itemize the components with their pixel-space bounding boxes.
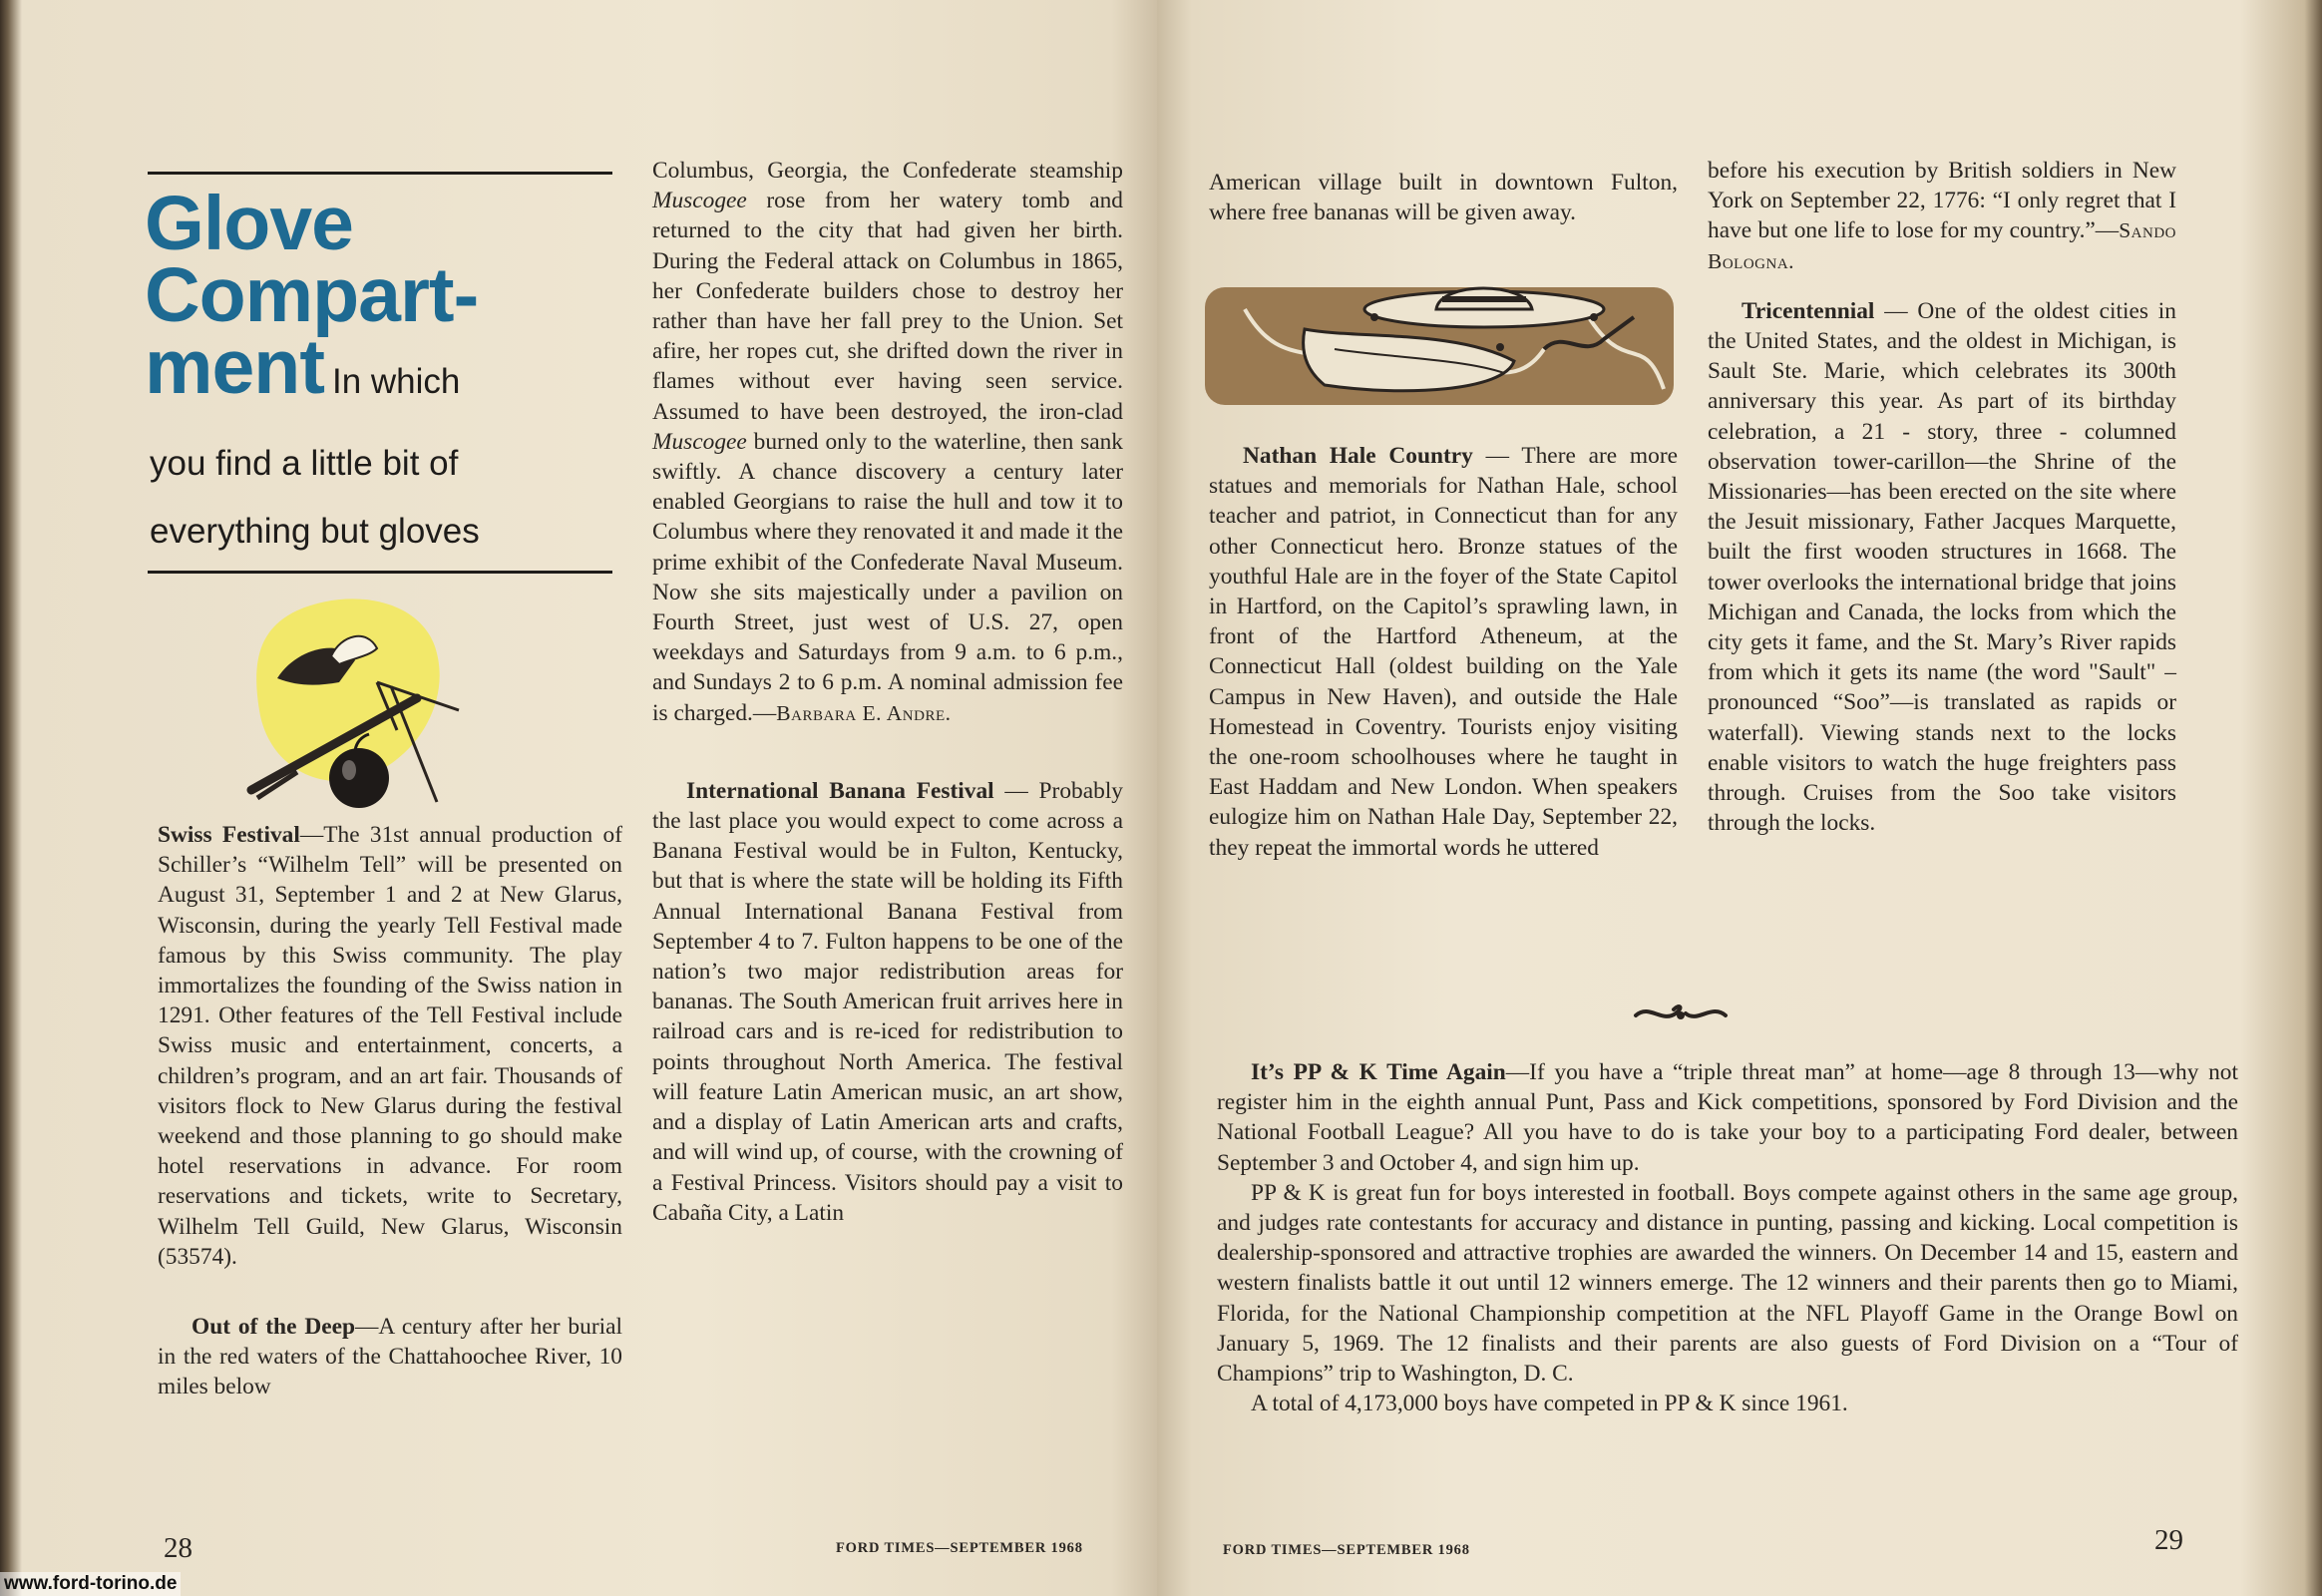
nathan-hale-body: — There are more statues and memorials for Nathan Hale, school teacher and patriot, in Connecticut than for any other Connecticut hero. Bronze statues of the youthful Hale are in the foyer of the State Capitol in Hartford, on the Capitol’s sprawling lawn, in front of the Hartford Atheneum, at the Connecticut Hall (oldest building on the Yale Campus in New Haven), and outside the Hale Homestead in Coventry. Tourists enjoy visiting the one-room schoolhouses where he taught in East Haddam and New London. When speakers eulogize him on Nathan Hale Day, September 22, they repeat the immortal words he uttered bbox=[1209, 443, 1678, 861]
ppk-paragraph-1 bbox=[1217, 1057, 2238, 1178]
ppk-paragraph-3: A total of 4,173,000 boys have competed in PP & K since 1961. bbox=[1251, 1391, 1848, 1417]
nathan-hale-continued bbox=[1708, 156, 2176, 276]
article-author: Sando Bologna. bbox=[1708, 218, 2176, 273]
out-of-the-deep-paragraph bbox=[158, 1312, 622, 1402]
subtitle-line-1: In which bbox=[331, 362, 461, 401]
nathan-hale-heading: Nathan Hale Country bbox=[1243, 443, 1473, 469]
left-page-number: 28 bbox=[164, 1532, 193, 1564]
ppk-paragraph-2: PP & K is great fun for boys interested in football. Boys compete against others in the same age group, and judges rate contestants for accuracy and distance in punting, passing and kicking. Local competition is dealership-sponsored and attractive trophies are awarded the winners. On December 14 and 15, eastern and western finalists battle it out until 12 winners emerge. The 12 winners and their parents then go to Miami, Florida, for the National Championship competition at the NFL Playoff Game in the Orange Bowl on January 5, 1969. The 12 finalists and their parents are also guests of Ford Division on a “Tour of Champions” trip to Washington, D. C. bbox=[1217, 1179, 2238, 1388]
banana-festival-body: — Probably the last place you would expect to come across a Banana Festival would be in Fulton, Kentucky, but that is where the state will be holding its Fifth Annual International Banana Festival from September 4 to 7. Fulton happens to be one of the nation’s two major redistribution areas for bananas. The South American fruit arrives here in railroad cars and is re-iced for redistribution to points throughout North America. The festival will feature Latin American music, an art show, and a display of Latin American arts and crafts, and will wind up, of course, with the crowning of a Festival Princess. Visitors should pay a visit to Cabaña City, a Latin bbox=[652, 777, 1124, 1226]
ship-name: Muscogee bbox=[652, 428, 747, 455]
left-page bbox=[0, 0, 1157, 1596]
left-column-1 bbox=[158, 820, 622, 1402]
hale-cont: before his execution by British soldiers in New York on September 22, 1776: “I only regret that I have but one life to lose for my country.”— bbox=[1708, 158, 2176, 244]
title-line-2: Compart- bbox=[145, 252, 479, 338]
right-column-1 bbox=[1209, 168, 1678, 227]
tell-hat-crossbow-apple-illustration bbox=[227, 591, 467, 818]
right-column-1-cont bbox=[1209, 441, 1678, 863]
swiss-festival-body: —The 31st annual production of Schiller’s “Wilhelm Tell” will be presented on August 31, September 1 and 2 at New Glarus, Wisconsin, during the yearly Tell Festival made famous by this Swiss community. The play immortalizes the founding of the Swiss nation in 1291. Other features of the Tell Festival include Swiss music and entertainment, concerts, a children’s program, and an art fair. Thousands of visitors flock to New Glarus during the festival weekend and those planning to go should make hotel reservations in advance. For room reservations and tickets, write to Secretary, Wilhelm Tell Guild, New Glarus, Wisconsin (53574). bbox=[158, 822, 622, 1270]
ppk-body-1: —If you have a “triple threat man” at home—age 8 through 13—why not register him in the eighth annual Punt, Pass and Kick competitions, sponsored by Ford Division and the National Football League? All you have to do is take your boy to a participating Ford dealer, between September 3 and October 4, and sign him up. bbox=[1217, 1059, 2238, 1176]
subtitle-line-2: you find a little bit of bbox=[150, 444, 459, 483]
left-column-2 bbox=[652, 156, 1123, 1228]
ship-name: Muscogee bbox=[652, 188, 747, 214]
left-running-head: FORD TIMES—SEPTEMBER 1968 bbox=[836, 1540, 1083, 1556]
title-line-1: Glove bbox=[145, 181, 353, 266]
banana-festival-paragraph bbox=[652, 776, 1123, 1228]
right-column-2 bbox=[1708, 156, 2176, 838]
banana-festival-heading: International Banana Festival bbox=[686, 777, 994, 804]
tricentennial-heading: Tricentennial bbox=[1742, 297, 1875, 324]
subtitle-line-3: everything but gloves bbox=[150, 512, 480, 551]
swiss-festival-paragraph bbox=[158, 820, 622, 1272]
page-title bbox=[145, 181, 479, 418]
banana-cont: American village built in downtown Fulton, where free bananas will be given away. bbox=[1209, 170, 1678, 226]
banana-festival-continued bbox=[1209, 168, 1678, 227]
sombrero-banana-illustration bbox=[1205, 269, 1674, 417]
out-of-the-deep-body: —A century after her burial in the red waters of the Chattahoochee River, 10 miles below bbox=[158, 1314, 622, 1400]
article-author: Barbara E. Andre. bbox=[776, 700, 952, 725]
deep-cont-1: Columbus, Georgia, the Confederate steamship bbox=[652, 158, 1123, 184]
title-top-rule bbox=[148, 172, 612, 175]
tricentennial-body: — One of the oldest cities in the United States, and the oldest in Michigan, is Sault Ste. Marie, which celebrates its 300th anniversary this year. As part of its birthday celebration, a 21 - story, three - columned observation tower-carillon—the Shrine of the Missionaries—has been erected on the site where the Jesuit missionary, Father Jacques Marquette, built the first wooden structures in 1668. The tower overlooks the international bridge that joins Michigan and Canada, the locks from which the city gets it fame, and the St. Mary’s River rapids from which it gets its name (the word "Sault" – pronounced “Soo”—is translated as rapids or waterfall). Viewing stands next to the locks enable visitors to watch the huge freighters pass through. Cruises from the Soo take visitors through the locks. bbox=[1708, 297, 2176, 837]
right-page bbox=[1157, 0, 2322, 1596]
out-of-the-deep-continued bbox=[652, 156, 1123, 728]
watermark: www.ford-torino.de bbox=[0, 1572, 181, 1596]
out-of-the-deep-heading: Out of the Deep bbox=[192, 1314, 356, 1341]
deep-cont-2: rose from her watery tomb and returned to the city that had given her birth. During the Federal attack on Columbus in 1865, her Confederate builders chose to destroy her rather than have her fall prey to the Union. Set afire, her ropes cut, she drifted down the river in flames without ever having seen service. Assumed to have been destroyed, the iron-clad bbox=[652, 188, 1123, 425]
ppk-section bbox=[1217, 1057, 2238, 1418]
swiss-festival-heading: Swiss Festival bbox=[158, 822, 300, 848]
nathan-hale-paragraph bbox=[1209, 441, 1678, 863]
title-line-3: ment bbox=[145, 324, 324, 410]
right-page-number: 29 bbox=[2154, 1524, 2183, 1556]
flourish-ornament bbox=[1632, 1001, 1730, 1027]
title-bottom-rule bbox=[148, 571, 612, 574]
deep-cont-3: burned only to the waterline, then sank swiftly. A chance discovery a century later enabled Georgians to raise the hull and tow it to Columbus where they renovated it and made it the prime exhibit of the Confederate Naval Museum. Now she sits majestically under a pavilion on Fourth Street, just west of U.S. 27, open weekdays and Saturdays from 9 a.m. to 6 p.m., and Sundays 2 to 6 p.m. A nominal admission fee is charged.— bbox=[652, 428, 1123, 726]
ppk-heading: It’s PP & K Time Again bbox=[1251, 1059, 1506, 1085]
right-running-head: FORD TIMES—SEPTEMBER 1968 bbox=[1223, 1542, 1470, 1558]
tricentennial-paragraph bbox=[1708, 296, 2176, 839]
